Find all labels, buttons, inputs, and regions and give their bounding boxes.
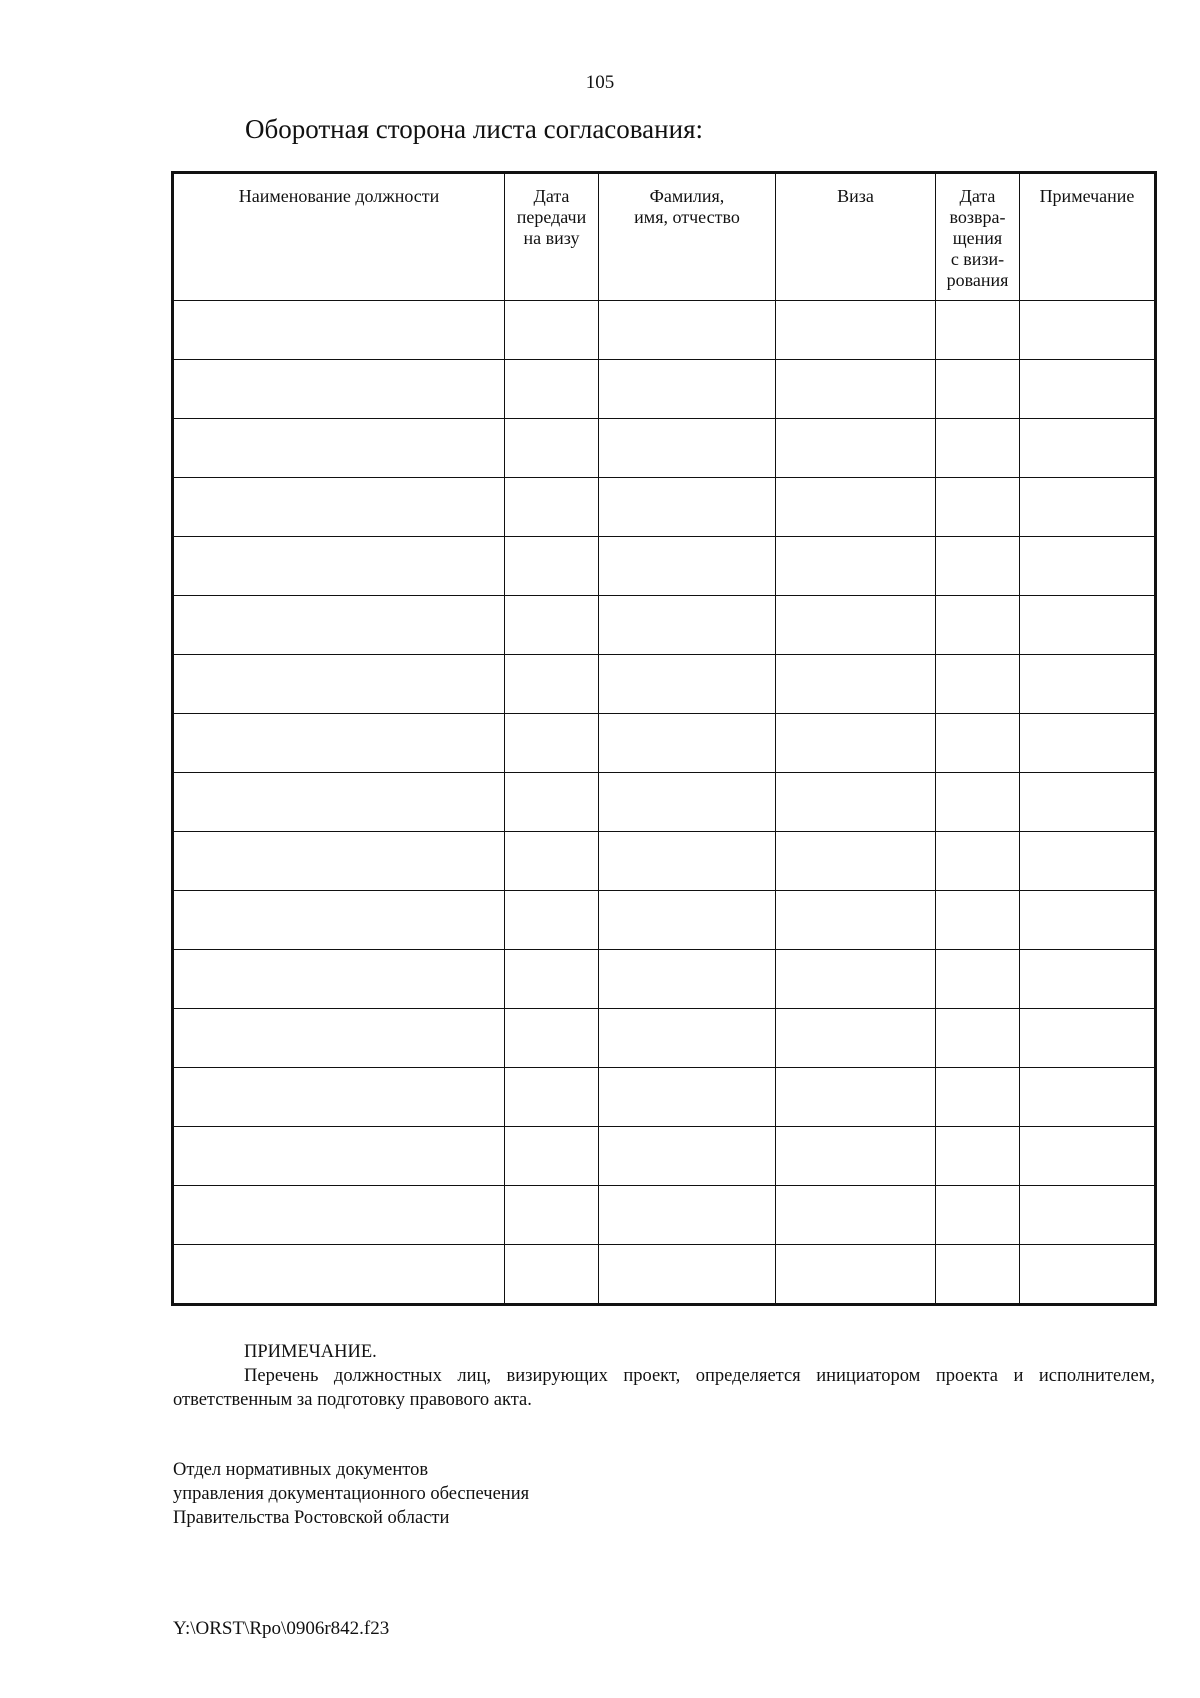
table-cell[interactable] [173, 655, 505, 714]
table-cell[interactable] [599, 1186, 776, 1245]
table-cell[interactable] [936, 596, 1020, 655]
table-cell[interactable] [1020, 655, 1156, 714]
table-cell[interactable] [173, 891, 505, 950]
table-cell[interactable] [776, 360, 936, 419]
department-line: Правительства Ростовской области [173, 1508, 450, 1528]
table-row [173, 832, 1156, 891]
table-cell[interactable] [599, 832, 776, 891]
table-cell[interactable] [1020, 1245, 1156, 1305]
table-cell[interactable] [936, 891, 1020, 950]
table-cell[interactable] [776, 1127, 936, 1186]
table-cell[interactable] [505, 714, 599, 773]
table-cell[interactable] [1020, 891, 1156, 950]
table-cell[interactable] [1020, 773, 1156, 832]
table-cell[interactable] [776, 419, 936, 478]
table-cell[interactable] [1020, 478, 1156, 537]
table-cell[interactable] [505, 1245, 599, 1305]
table-cell[interactable] [776, 537, 936, 596]
table-row [173, 596, 1156, 655]
page-number: 105 [585, 72, 615, 93]
file-path: Y:\ORST\Rpo\0906r842.f23 [173, 1618, 390, 1639]
table-cell[interactable] [936, 950, 1020, 1009]
table-cell[interactable] [505, 832, 599, 891]
table-cell[interactable] [505, 419, 599, 478]
note-block [173, 1340, 1155, 1412]
approval-table [171, 171, 1157, 1306]
table-cell[interactable] [505, 773, 599, 832]
table-cell[interactable] [173, 1127, 505, 1186]
table-cell[interactable] [599, 537, 776, 596]
column-header-date-sent [505, 173, 599, 301]
table-cell[interactable] [1020, 1009, 1156, 1068]
table-cell[interactable] [776, 596, 936, 655]
table-cell[interactable] [599, 655, 776, 714]
table-cell[interactable] [505, 950, 599, 1009]
table-cell[interactable] [505, 537, 599, 596]
table-cell[interactable] [599, 596, 776, 655]
table-cell[interactable] [776, 891, 936, 950]
table-cell[interactable] [173, 1245, 505, 1305]
table-cell[interactable] [1020, 714, 1156, 773]
table-cell[interactable] [1020, 1127, 1156, 1186]
table-cell[interactable] [776, 832, 936, 891]
table-cell[interactable] [505, 891, 599, 950]
table-cell[interactable] [505, 655, 599, 714]
table-header-row [173, 173, 1156, 301]
note-body: Перечень должностных лиц, визирующих проект, определяется инициатором проекта и исполнителем, ответственным за подготовку правового акта. [173, 1366, 1155, 1410]
table-cell[interactable] [936, 1186, 1020, 1245]
table-row [173, 1186, 1156, 1245]
table-cell[interactable] [936, 301, 1020, 360]
table-cell[interactable] [936, 478, 1020, 537]
table-cell[interactable] [599, 950, 776, 1009]
department-line: Отдел нормативных документов [173, 1460, 429, 1480]
table-cell[interactable] [599, 891, 776, 950]
table-cell[interactable] [1020, 1068, 1156, 1127]
table-cell[interactable] [505, 596, 599, 655]
table-row [173, 714, 1156, 773]
column-header-label: Дата возвра- щения с визи- рования [946, 186, 1009, 290]
table-cell[interactable] [173, 419, 505, 478]
table-cell[interactable] [1020, 301, 1156, 360]
table-row [173, 1009, 1156, 1068]
table-cell[interactable] [599, 1068, 776, 1127]
department-line: управления документационного обеспечения [173, 1484, 530, 1504]
table-cell[interactable] [936, 419, 1020, 478]
column-header-label: Наименование должности [238, 186, 440, 206]
table-cell[interactable] [505, 1009, 599, 1068]
table-row [173, 891, 1156, 950]
table-cell[interactable] [776, 1009, 936, 1068]
table-cell[interactable] [936, 714, 1020, 773]
column-header-visa [776, 173, 936, 301]
column-header-label: Фамилия, имя, отчество [634, 186, 740, 227]
table-row [173, 1127, 1156, 1186]
column-header-date-returned [936, 173, 1020, 301]
table-cell[interactable] [505, 301, 599, 360]
table-cell[interactable] [1020, 360, 1156, 419]
table-cell[interactable] [1020, 537, 1156, 596]
table-cell[interactable] [1020, 1186, 1156, 1245]
table-cell[interactable] [936, 1127, 1020, 1186]
table-cell[interactable] [505, 478, 599, 537]
table-row [173, 301, 1156, 360]
table-cell[interactable] [173, 773, 505, 832]
table-cell[interactable] [505, 360, 599, 419]
table-cell[interactable] [1020, 950, 1156, 1009]
table-cell[interactable] [776, 478, 936, 537]
table-cell[interactable] [173, 714, 505, 773]
table-cell[interactable] [599, 301, 776, 360]
table-cell[interactable] [936, 1009, 1020, 1068]
page-title: Оборотная сторона листа согласования: [245, 114, 703, 144]
table-cell[interactable] [173, 537, 505, 596]
table-row [173, 537, 1156, 596]
table-cell[interactable] [599, 419, 776, 478]
table-cell[interactable] [776, 1186, 936, 1245]
table-cell[interactable] [173, 950, 505, 1009]
table-cell[interactable] [776, 714, 936, 773]
table-cell[interactable] [1020, 596, 1156, 655]
table-row [173, 1245, 1156, 1305]
table-row [173, 419, 1156, 478]
table-cell[interactable] [936, 360, 1020, 419]
table-cell[interactable] [936, 537, 1020, 596]
table-cell[interactable] [936, 773, 1020, 832]
table-cell[interactable] [936, 832, 1020, 891]
column-header-full-name [599, 173, 776, 301]
table-row [173, 773, 1156, 832]
table-cell[interactable] [173, 1068, 505, 1127]
table-cell[interactable] [599, 360, 776, 419]
note-heading: ПРИМЕЧАНИЕ. [244, 1342, 377, 1362]
table-row [173, 655, 1156, 714]
table-cell[interactable] [936, 655, 1020, 714]
table-cell[interactable] [173, 1009, 505, 1068]
table-cell[interactable] [173, 1186, 505, 1245]
table-cell[interactable] [1020, 419, 1156, 478]
table-cell[interactable] [599, 1245, 776, 1305]
table-cell[interactable] [936, 1068, 1020, 1127]
column-header-label: Виза [837, 186, 874, 206]
table-cell[interactable] [173, 596, 505, 655]
column-header-label: Примечание [1039, 186, 1135, 206]
table-cell[interactable] [599, 714, 776, 773]
column-header-label: Дата передачи на визу [516, 186, 587, 248]
table-cell[interactable] [776, 655, 936, 714]
table-body [173, 301, 1156, 1305]
table-cell[interactable] [776, 773, 936, 832]
table-row [173, 1068, 1156, 1127]
table-cell[interactable] [599, 478, 776, 537]
table-cell[interactable] [776, 950, 936, 1009]
table-cell[interactable] [505, 1068, 599, 1127]
table-row [173, 950, 1156, 1009]
column-header-remarks [1020, 173, 1156, 301]
table-row [173, 360, 1156, 419]
table-cell[interactable] [776, 301, 936, 360]
table-cell[interactable] [505, 1127, 599, 1186]
table-cell[interactable] [936, 1245, 1020, 1305]
table-cell[interactable] [173, 360, 505, 419]
table-row [173, 478, 1156, 537]
column-header-position [173, 173, 505, 301]
table-cell[interactable] [505, 1186, 599, 1245]
table-cell[interactable] [173, 478, 505, 537]
table-cell[interactable] [599, 1127, 776, 1186]
table-cell[interactable] [599, 1009, 776, 1068]
department-signature [173, 1458, 529, 1530]
table-cell[interactable] [776, 1068, 936, 1127]
table-cell[interactable] [173, 301, 505, 360]
table-cell[interactable] [599, 773, 776, 832]
table-cell[interactable] [1020, 832, 1156, 891]
table-cell[interactable] [173, 832, 505, 891]
table-cell[interactable] [776, 1245, 936, 1305]
